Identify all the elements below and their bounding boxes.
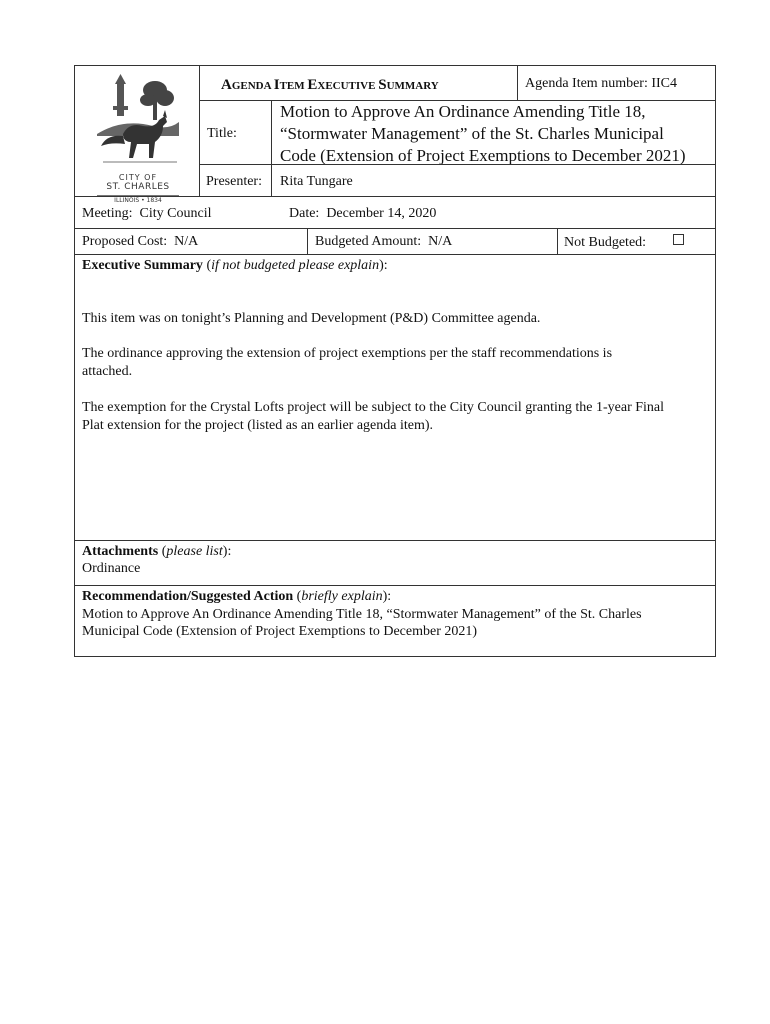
paragraph-line: attached.: [82, 364, 133, 379]
budgeted-amount: Budgeted Amount: N/A: [315, 234, 453, 249]
heading-letter: I: [273, 77, 280, 93]
paragraph-line: Plat extension for the project (listed as an earlier agenda item).: [82, 418, 434, 433]
title-line: “Stormwater Management” of the St. Charles Municipal: [280, 124, 664, 143]
recommendation-heading: Recommendation/Suggested Action (briefly explain):: [82, 589, 392, 604]
executive-summary-note: if not budgeted please explain: [211, 258, 380, 273]
executive-summary-title: Executive Summary: [82, 258, 203, 273]
summary-paragraph: [82, 399, 664, 435]
logo-state-year: ILLINOIS • 1834: [97, 195, 179, 205]
logo-city-of: CITY OF: [118, 173, 158, 182]
paragraph-line: This item was on tonight’s Planning and Development (P&D) Committee agenda.: [82, 311, 541, 326]
attachments-heading: Attachments (please list):: [82, 544, 232, 559]
attachments-title: Attachments: [82, 544, 159, 559]
executive-summary-form: [74, 65, 716, 657]
heading-rest: XECUTIVE: [317, 80, 379, 92]
logo-city-name: ST. CHARLES: [106, 182, 170, 192]
paragraph-line: The exemption for the Crystal Lofts project will be subject to the City Council granting the 1-year Final: [82, 400, 665, 415]
paragraph-line: The ordinance approving the extension of project exemptions per the staff recommendations is: [82, 346, 613, 361]
not-budgeted-label: Not Budgeted:: [564, 235, 647, 250]
attachments-note: please list: [166, 544, 223, 559]
summary-paragraph: [82, 345, 612, 381]
heading-letter: A: [221, 77, 232, 93]
summary-paragraph: [82, 310, 540, 328]
not-budgeted-checkbox[interactable]: [673, 234, 684, 245]
executive-summary-heading: Executive Summary (if not budgeted please explain):: [82, 258, 388, 273]
recommendation-note: briefly explain: [301, 589, 383, 604]
title-line: Code (Extension of Project Exemptions to December 2021): [280, 146, 686, 165]
heading-rest: TEM: [279, 80, 308, 92]
title-label: Title:: [207, 126, 237, 141]
title-line: Motion to Approve An Ordinance Amending Title 18,: [280, 102, 646, 121]
recommendation-title: Recommendation/Suggested Action: [82, 589, 294, 604]
heading-rest: GENDA: [231, 80, 274, 92]
form-heading: [221, 76, 439, 94]
heading-letter: S: [378, 77, 387, 93]
meeting-date: Date: December 14, 2020: [289, 206, 437, 221]
recommendation-line: Motion to Approve An Ordinance Amending Title 18, “Stormwater Management” of the St. Charles: [82, 607, 642, 622]
fox-tower-logo-icon: [93, 72, 183, 168]
heading-letter: E: [307, 77, 318, 93]
presenter-value: Rita Tungare: [280, 174, 353, 189]
proposed-cost: Proposed Cost: N/A: [82, 234, 199, 249]
meeting-text: Meeting: City Council: [82, 206, 212, 221]
city-logo: [93, 72, 183, 204]
recommendation-text: [82, 606, 642, 640]
title-text: [280, 101, 686, 167]
presenter-label: Presenter:: [206, 174, 262, 189]
recommendation-line: Municipal Code (Extension of Project Exemptions to December 2021): [82, 624, 478, 639]
heading-rest: UMMARY: [386, 80, 439, 92]
attachments-value: Ordinance: [82, 561, 141, 576]
agenda-item-number: Agenda Item number: IIC4: [525, 76, 678, 91]
